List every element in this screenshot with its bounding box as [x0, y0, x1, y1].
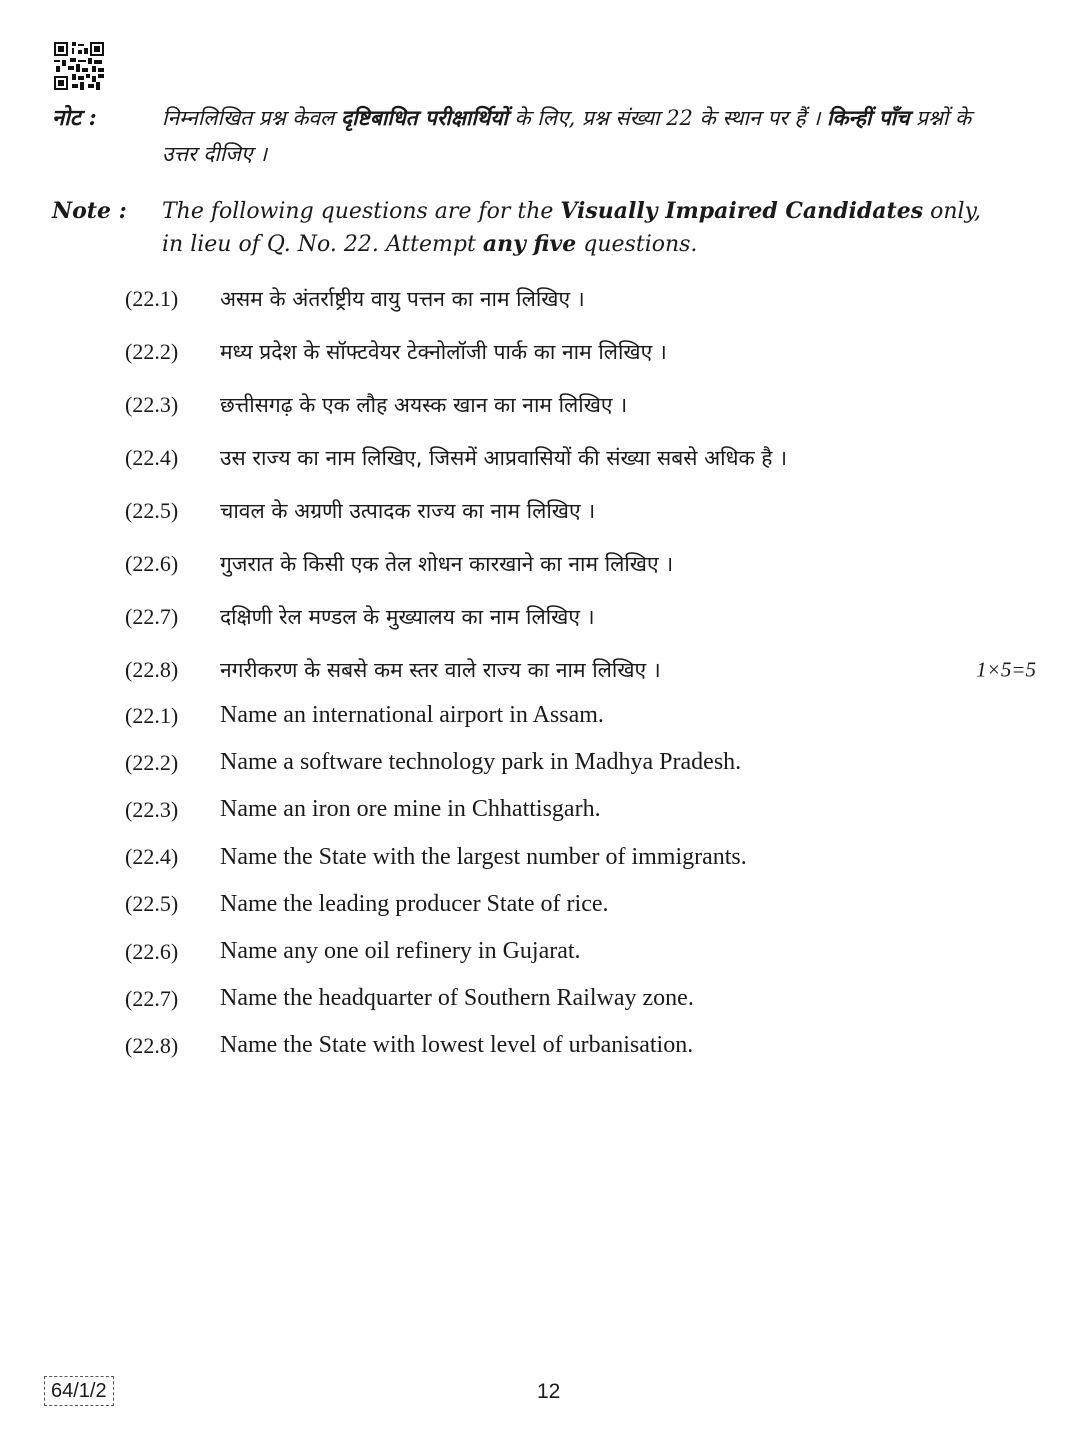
question-text: Name an iron ore mine in Chhattisgarh. — [220, 796, 601, 823]
question-text: नगरीकरण के सबसे कम स्तर वाले राज्य का नाम लिखिए । — [220, 657, 661, 682]
note-text-part: के लिए, प्रश्न संख्या 22 के स्थान पर हैं । — [507, 106, 827, 130]
page-number: 12 — [537, 1380, 561, 1403]
note-text-part: The following questions are for the — [162, 199, 561, 224]
question-text: Name a software technology park in Madhya Pradesh. — [220, 749, 742, 776]
note-hindi — [52, 100, 1002, 172]
note-text — [162, 195, 1002, 261]
question-number: (22.8) — [125, 1032, 179, 1058]
question-item — [125, 881, 1040, 928]
note-text-emphasis: Visually Impaired Candidates — [560, 198, 924, 224]
question-text: गुजरात के किसी एक तेल शोधन कारखाने का नाम लिखिए । — [220, 551, 674, 576]
question-text: Name the leading producer State of rice. — [220, 890, 609, 917]
question-number: (22.5) — [125, 891, 179, 917]
question-text: दक्षिणी रेल मण्डल के मुख्यालय का नाम लिखिए । — [220, 604, 595, 629]
question-text: चावल के अग्रणी उत्पादक राज्य का नाम लिखिए । — [220, 498, 596, 523]
paper-code: 64/1/2 — [44, 1376, 114, 1406]
question-number: (22.7) — [125, 603, 179, 629]
question-item — [125, 786, 1040, 833]
question-number: (22.2) — [125, 749, 179, 775]
note-text-emphasis: any five — [482, 231, 577, 257]
qr-code-icon — [54, 42, 104, 90]
note-label: Note : — [52, 198, 127, 224]
question-item — [125, 484, 1040, 537]
question-number: (22.8) — [125, 656, 179, 682]
note-text-part: questions. — [576, 232, 698, 257]
note-text-part: only, in lieu of Q. No. 22. Attempt — [162, 199, 982, 257]
question-number: (22.1) — [125, 285, 179, 311]
question-item — [125, 643, 1040, 696]
marks-label: 1×5=5 — [976, 657, 1036, 681]
questions-hindi — [125, 272, 1040, 696]
note-text-emphasis: दृष्टिबाधित परीक्षार्थियों — [340, 105, 508, 130]
question-item — [125, 834, 1040, 881]
question-number: (22.6) — [125, 550, 179, 576]
question-item — [125, 590, 1040, 643]
question-number: (22.6) — [125, 938, 179, 964]
question-text: उस राज्य का नाम लिखिए, जिसमें आप्रवासियों की संख्या सबसे अधिक है । — [220, 445, 788, 470]
question-item — [125, 739, 1040, 786]
question-number: (22.4) — [125, 444, 179, 470]
question-number: (22.7) — [125, 985, 179, 1011]
question-text: Name the State with the largest number of immigrants. — [220, 843, 747, 870]
questions-english — [125, 692, 1040, 1070]
question-item — [125, 378, 1040, 431]
question-number: (22.2) — [125, 338, 179, 364]
question-item — [125, 928, 1040, 975]
note-text-part: निम्नलिखित प्रश्न केवल — [162, 106, 341, 130]
question-item — [125, 325, 1040, 378]
question-text: Name an international airport in Assam. — [220, 702, 604, 729]
note-text — [162, 100, 1002, 172]
question-number: (22.3) — [125, 391, 179, 417]
question-number: (22.4) — [125, 844, 179, 870]
note-text-part: प्रश्नों के उत्तर दीजिए । — [162, 106, 972, 166]
question-text: मध्य प्रदेश के सॉफ्टवेयर टेक्नोलॉजी पार्क का नाम लिखिए । — [220, 339, 667, 364]
question-item — [125, 431, 1040, 484]
note-english — [52, 195, 1002, 261]
question-text: Name the headquarter of Southern Railway zone. — [220, 985, 694, 1012]
question-item — [125, 537, 1040, 590]
question-item — [125, 1022, 1040, 1069]
question-text: छत्तीसगढ़ के एक लौह अयस्क खान का नाम लिखिए । — [220, 392, 628, 417]
question-text: Name any one oil refinery in Gujarat. — [220, 938, 581, 965]
question-item — [125, 975, 1040, 1022]
question-number: (22.3) — [125, 796, 179, 822]
question-number: (22.5) — [125, 497, 179, 523]
question-item — [125, 692, 1040, 739]
question-text: Name the State with lowest level of urbanisation. — [220, 1032, 694, 1059]
note-label: नोट : — [52, 105, 97, 131]
question-text: असम के अंतर्राष्ट्रीय वायु पत्तन का नाम लिखिए । — [220, 286, 585, 311]
note-text-emphasis: किन्हीं पाँच — [826, 105, 910, 130]
question-item — [125, 272, 1040, 325]
question-number: (22.1) — [125, 702, 179, 728]
